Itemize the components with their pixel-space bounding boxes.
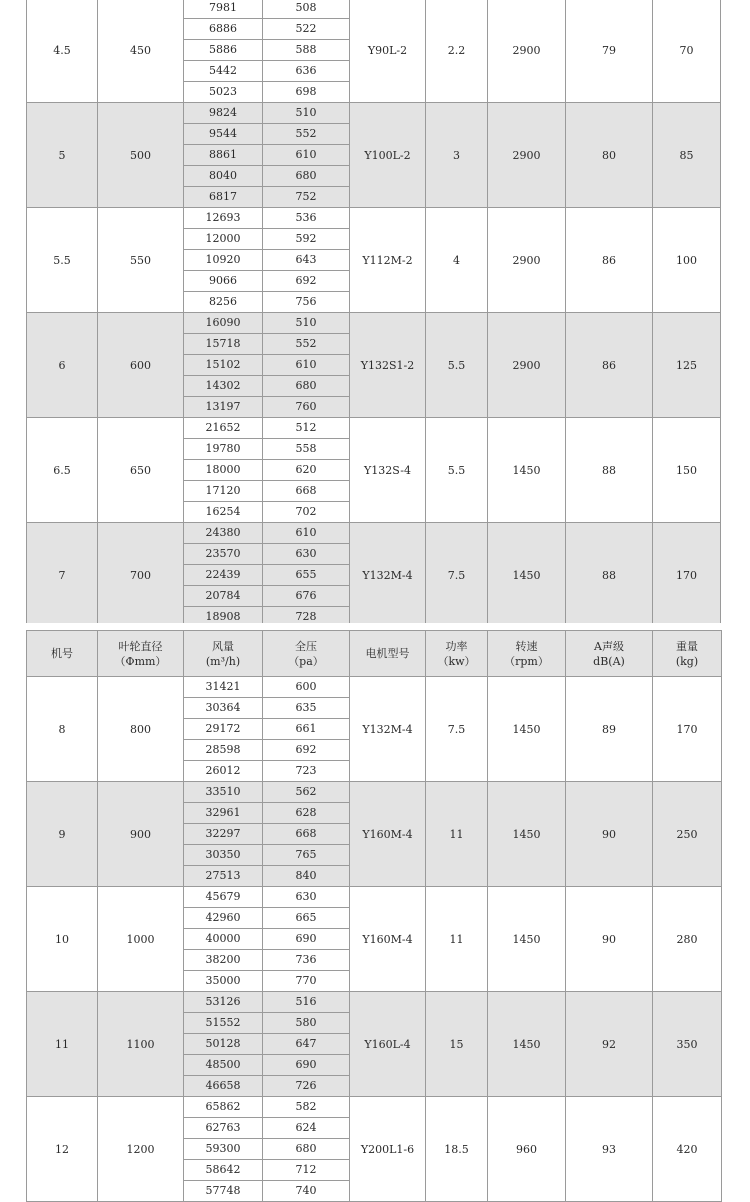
weight-cell: 170 bbox=[653, 523, 721, 628]
header-diameter-unit: （Φmm） bbox=[114, 654, 167, 668]
table-row bbox=[27, 313, 721, 334]
header-pressure-unit: （pa） bbox=[288, 654, 324, 668]
pressure-cell: 635 bbox=[263, 698, 350, 719]
pressure-cell: 600 bbox=[263, 677, 350, 698]
pressure-cell: 661 bbox=[263, 719, 350, 740]
diameter-cell: 1000 bbox=[98, 887, 184, 992]
header-speed-label: 转速 bbox=[515, 639, 538, 653]
model-cell: 5.5 bbox=[27, 208, 98, 313]
header-model: 机号 bbox=[27, 631, 98, 677]
noise-cell: 79 bbox=[566, 0, 653, 103]
motor-cell: Y160M-4 bbox=[350, 887, 426, 992]
flow-cell: 27513 bbox=[184, 866, 263, 887]
header-diameter bbox=[98, 631, 184, 677]
flow-cell: 29172 bbox=[184, 719, 263, 740]
flow-cell: 13197 bbox=[184, 397, 263, 418]
pressure-cell: 765 bbox=[263, 845, 350, 866]
power-cell: 18.5 bbox=[426, 1097, 488, 1202]
pressure-cell: 610 bbox=[263, 523, 350, 544]
pressure-cell: 736 bbox=[263, 950, 350, 971]
model-cell: 9 bbox=[27, 782, 98, 887]
power-cell: 11 bbox=[426, 782, 488, 887]
flow-cell: 5886 bbox=[184, 40, 263, 61]
flow-cell: 62763 bbox=[184, 1118, 263, 1139]
pressure-cell: 712 bbox=[263, 1160, 350, 1181]
motor-cell: Y132S1-2 bbox=[350, 313, 426, 418]
header-pressure-label: 全压 bbox=[295, 639, 317, 653]
flow-cell: 8861 bbox=[184, 145, 263, 166]
speed-cell: 2900 bbox=[488, 313, 566, 418]
power-cell: 15 bbox=[426, 992, 488, 1097]
flow-cell: 17120 bbox=[184, 481, 263, 502]
weight-cell: 85 bbox=[653, 103, 721, 208]
pressure-cell: 752 bbox=[263, 187, 350, 208]
header-diameter-label: 叶轮直径 bbox=[118, 639, 163, 653]
flow-cell: 9824 bbox=[184, 103, 263, 124]
flow-cell: 6886 bbox=[184, 19, 263, 40]
motor-cell: Y132S-4 bbox=[350, 418, 426, 523]
pressure-cell: 510 bbox=[263, 313, 350, 334]
weight-cell: 350 bbox=[653, 992, 722, 1097]
table-row bbox=[27, 887, 722, 908]
motor-cell: Y160L-4 bbox=[350, 992, 426, 1097]
table-row bbox=[27, 418, 721, 439]
power-cell: 11 bbox=[426, 887, 488, 992]
pressure-cell: 522 bbox=[263, 19, 350, 40]
speed-cell: 1450 bbox=[488, 677, 566, 782]
header-motor: 电机型号 bbox=[350, 631, 426, 677]
flow-cell: 32297 bbox=[184, 824, 263, 845]
flow-cell: 42960 bbox=[184, 908, 263, 929]
weight-cell: 70 bbox=[653, 0, 721, 103]
diameter-cell: 900 bbox=[98, 782, 184, 887]
pressure-cell: 680 bbox=[263, 166, 350, 187]
flow-cell: 16254 bbox=[184, 502, 263, 523]
pressure-cell: 592 bbox=[263, 229, 350, 250]
header-weight-label: 重量 bbox=[676, 639, 698, 653]
speed-cell: 1450 bbox=[488, 523, 566, 628]
pressure-cell: 558 bbox=[263, 439, 350, 460]
table-row bbox=[27, 1097, 722, 1118]
model-cell: 11 bbox=[27, 992, 98, 1097]
diameter-cell: 550 bbox=[98, 208, 184, 313]
fan-spec-table-upper bbox=[26, 0, 721, 628]
pressure-cell: 610 bbox=[263, 145, 350, 166]
table-row bbox=[27, 523, 721, 544]
pressure-cell: 512 bbox=[263, 418, 350, 439]
header-noise-unit: dB(A) bbox=[593, 654, 625, 668]
flow-cell: 30364 bbox=[184, 698, 263, 719]
pressure-cell: 698 bbox=[263, 82, 350, 103]
fan-spec-table-lower bbox=[26, 630, 722, 1202]
flow-cell: 18908 bbox=[184, 607, 263, 628]
flow-cell: 20784 bbox=[184, 586, 263, 607]
noise-cell: 90 bbox=[566, 887, 653, 992]
flow-cell: 22439 bbox=[184, 565, 263, 586]
flow-cell: 48500 bbox=[184, 1055, 263, 1076]
flow-cell: 12000 bbox=[184, 229, 263, 250]
speed-cell: 2900 bbox=[488, 0, 566, 103]
power-cell: 2.2 bbox=[426, 0, 488, 103]
flow-cell: 51552 bbox=[184, 1013, 263, 1034]
flow-cell: 16090 bbox=[184, 313, 263, 334]
flow-cell: 53126 bbox=[184, 992, 263, 1013]
diameter-cell: 450 bbox=[98, 0, 184, 103]
pressure-cell: 692 bbox=[263, 740, 350, 761]
pressure-cell: 636 bbox=[263, 61, 350, 82]
speed-cell: 1450 bbox=[488, 782, 566, 887]
model-cell: 7 bbox=[27, 523, 98, 628]
header-power-label: 功率 bbox=[445, 639, 468, 653]
pressure-cell: 690 bbox=[263, 1055, 350, 1076]
speed-cell: 1450 bbox=[488, 992, 566, 1097]
flow-cell: 45679 bbox=[184, 887, 263, 908]
flow-cell: 28598 bbox=[184, 740, 263, 761]
model-cell: 5 bbox=[27, 103, 98, 208]
weight-cell: 420 bbox=[653, 1097, 722, 1202]
motor-cell: Y160M-4 bbox=[350, 782, 426, 887]
table-row bbox=[27, 782, 722, 803]
header-pressure bbox=[263, 631, 350, 677]
model-cell: 6 bbox=[27, 313, 98, 418]
weight-cell: 170 bbox=[653, 677, 722, 782]
pressure-cell: 668 bbox=[263, 824, 350, 845]
header-weight-unit: (kg) bbox=[675, 654, 699, 668]
pressure-cell: 510 bbox=[263, 103, 350, 124]
flow-cell: 7981 bbox=[184, 0, 263, 19]
table-row bbox=[27, 992, 722, 1013]
weight-cell: 125 bbox=[653, 313, 721, 418]
noise-cell: 88 bbox=[566, 523, 653, 628]
pressure-cell: 580 bbox=[263, 1013, 350, 1034]
flow-cell: 8040 bbox=[184, 166, 263, 187]
pressure-cell: 647 bbox=[263, 1034, 350, 1055]
flow-cell: 38200 bbox=[184, 950, 263, 971]
pressure-cell: 643 bbox=[263, 250, 350, 271]
flow-cell: 58642 bbox=[184, 1160, 263, 1181]
power-cell: 7.5 bbox=[426, 677, 488, 782]
flow-cell: 18000 bbox=[184, 460, 263, 481]
model-cell: 10 bbox=[27, 887, 98, 992]
noise-cell: 90 bbox=[566, 782, 653, 887]
pressure-cell: 630 bbox=[263, 544, 350, 565]
table-row bbox=[27, 0, 721, 19]
diameter-cell: 1200 bbox=[98, 1097, 184, 1202]
weight-cell: 100 bbox=[653, 208, 721, 313]
pressure-cell: 665 bbox=[263, 908, 350, 929]
power-cell: 3 bbox=[426, 103, 488, 208]
power-cell: 4 bbox=[426, 208, 488, 313]
noise-cell: 86 bbox=[566, 208, 653, 313]
pressure-cell: 840 bbox=[263, 866, 350, 887]
diameter-cell: 650 bbox=[98, 418, 184, 523]
power-cell: 5.5 bbox=[426, 418, 488, 523]
flow-cell: 6817 bbox=[184, 187, 263, 208]
pressure-cell: 676 bbox=[263, 586, 350, 607]
pressure-cell: 536 bbox=[263, 208, 350, 229]
speed-cell: 2900 bbox=[488, 208, 566, 313]
flow-cell: 50128 bbox=[184, 1034, 263, 1055]
pressure-cell: 668 bbox=[263, 481, 350, 502]
diameter-cell: 700 bbox=[98, 523, 184, 628]
weight-cell: 280 bbox=[653, 887, 722, 992]
pressure-cell: 516 bbox=[263, 992, 350, 1013]
pressure-cell: 628 bbox=[263, 803, 350, 824]
flow-cell: 35000 bbox=[184, 971, 263, 992]
pressure-cell: 692 bbox=[263, 271, 350, 292]
flow-cell: 5442 bbox=[184, 61, 263, 82]
table-row bbox=[27, 208, 721, 229]
flow-cell: 26012 bbox=[184, 761, 263, 782]
pressure-cell: 770 bbox=[263, 971, 350, 992]
flow-cell: 46658 bbox=[184, 1076, 263, 1097]
flow-cell: 9544 bbox=[184, 124, 263, 145]
flow-cell: 23570 bbox=[184, 544, 263, 565]
speed-cell: 2900 bbox=[488, 103, 566, 208]
pressure-cell: 630 bbox=[263, 887, 350, 908]
speed-cell: 1450 bbox=[488, 418, 566, 523]
noise-cell: 93 bbox=[566, 1097, 653, 1202]
flow-cell: 24380 bbox=[184, 523, 263, 544]
motor-cell: Y100L-2 bbox=[350, 103, 426, 208]
pressure-cell: 756 bbox=[263, 292, 350, 313]
flow-cell: 15718 bbox=[184, 334, 263, 355]
table-header-row bbox=[27, 631, 722, 677]
noise-cell: 92 bbox=[566, 992, 653, 1097]
flow-cell: 8256 bbox=[184, 292, 263, 313]
pressure-cell: 655 bbox=[263, 565, 350, 586]
diameter-cell: 800 bbox=[98, 677, 184, 782]
table-row bbox=[27, 103, 721, 124]
pressure-cell: 723 bbox=[263, 761, 350, 782]
flow-cell: 19780 bbox=[184, 439, 263, 460]
header-speed-unit: （rpm） bbox=[504, 654, 549, 668]
diameter-cell: 1100 bbox=[98, 992, 184, 1097]
flow-cell: 32961 bbox=[184, 803, 263, 824]
flow-cell: 33510 bbox=[184, 782, 263, 803]
pressure-cell: 552 bbox=[263, 334, 350, 355]
motor-cell: Y90L-2 bbox=[350, 0, 426, 103]
flow-cell: 9066 bbox=[184, 271, 263, 292]
noise-cell: 80 bbox=[566, 103, 653, 208]
flow-cell: 5023 bbox=[184, 82, 263, 103]
diameter-cell: 500 bbox=[98, 103, 184, 208]
flow-cell: 30350 bbox=[184, 845, 263, 866]
header-noise bbox=[566, 631, 653, 677]
power-cell: 5.5 bbox=[426, 313, 488, 418]
flow-cell: 21652 bbox=[184, 418, 263, 439]
diameter-cell: 600 bbox=[98, 313, 184, 418]
model-cell: 8 bbox=[27, 677, 98, 782]
weight-cell: 150 bbox=[653, 418, 721, 523]
flow-cell: 40000 bbox=[184, 929, 263, 950]
noise-cell: 88 bbox=[566, 418, 653, 523]
pressure-cell: 740 bbox=[263, 1181, 350, 1202]
pressure-cell: 610 bbox=[263, 355, 350, 376]
pressure-cell: 680 bbox=[263, 376, 350, 397]
noise-cell: 86 bbox=[566, 313, 653, 418]
speed-cell: 1450 bbox=[488, 887, 566, 992]
pressure-cell: 508 bbox=[263, 0, 350, 19]
table-row bbox=[27, 677, 722, 698]
power-cell: 7.5 bbox=[426, 523, 488, 628]
flow-cell: 65862 bbox=[184, 1097, 263, 1118]
model-cell: 6.5 bbox=[27, 418, 98, 523]
header-weight bbox=[653, 631, 722, 677]
motor-cell: Y132M-4 bbox=[350, 677, 426, 782]
table-gap bbox=[0, 623, 750, 630]
header-flow bbox=[184, 631, 263, 677]
flow-cell: 31421 bbox=[184, 677, 263, 698]
header-speed bbox=[488, 631, 566, 677]
flow-cell: 12693 bbox=[184, 208, 263, 229]
flow-cell: 10920 bbox=[184, 250, 263, 271]
flow-cell: 15102 bbox=[184, 355, 263, 376]
header-power-unit: （kw） bbox=[437, 654, 476, 668]
motor-cell: Y132M-4 bbox=[350, 523, 426, 628]
noise-cell: 89 bbox=[566, 677, 653, 782]
model-cell: 12 bbox=[27, 1097, 98, 1202]
pressure-cell: 702 bbox=[263, 502, 350, 523]
header-flow-unit: (m³/h) bbox=[205, 654, 241, 668]
header-flow-label: 风量 bbox=[212, 639, 234, 653]
header-power bbox=[426, 631, 488, 677]
pressure-cell: 726 bbox=[263, 1076, 350, 1097]
pressure-cell: 760 bbox=[263, 397, 350, 418]
pressure-cell: 680 bbox=[263, 1139, 350, 1160]
header-noise-label: A声级 bbox=[594, 639, 624, 653]
flow-cell: 59300 bbox=[184, 1139, 263, 1160]
motor-cell: Y200L1-6 bbox=[350, 1097, 426, 1202]
pressure-cell: 690 bbox=[263, 929, 350, 950]
pressure-cell: 624 bbox=[263, 1118, 350, 1139]
weight-cell: 250 bbox=[653, 782, 722, 887]
pressure-cell: 562 bbox=[263, 782, 350, 803]
motor-cell: Y112M-2 bbox=[350, 208, 426, 313]
pressure-cell: 582 bbox=[263, 1097, 350, 1118]
pressure-cell: 620 bbox=[263, 460, 350, 481]
pressure-cell: 728 bbox=[263, 607, 350, 628]
pressure-cell: 588 bbox=[263, 40, 350, 61]
speed-cell: 960 bbox=[488, 1097, 566, 1202]
model-cell: 4.5 bbox=[27, 0, 98, 103]
flow-cell: 14302 bbox=[184, 376, 263, 397]
flow-cell: 57748 bbox=[184, 1181, 263, 1202]
pressure-cell: 552 bbox=[263, 124, 350, 145]
